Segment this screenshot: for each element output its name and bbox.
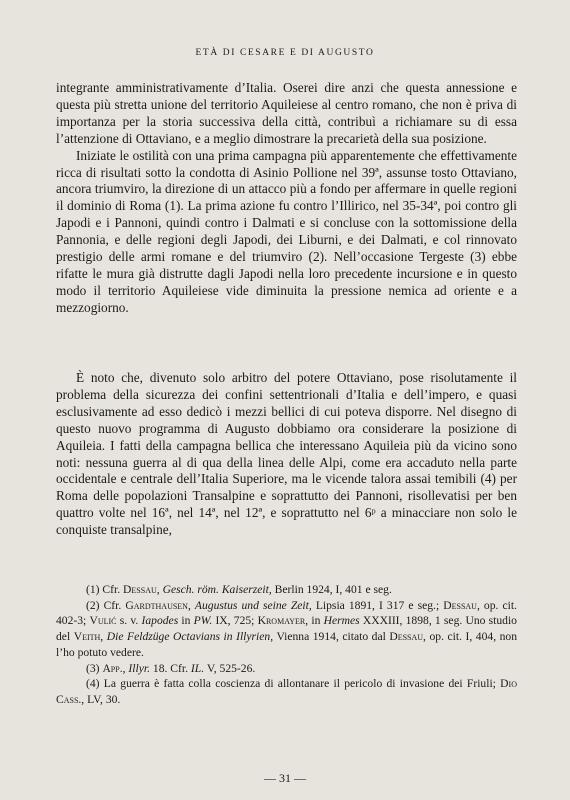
main-text-bottom [56, 370, 517, 539]
footnote-4: (4) La guerra è fatta colla coscienza di allontanare il pericolo di invasione dei Friuli; Dio Cass., LV, 30. [56, 677, 517, 706]
footnote-1: (1) Cfr. Dessau, Gesch. röm. Kaiserzeit, Berlin 1924, I, 401 e seg. [86, 583, 392, 596]
running-header: ETÀ DI CESARE E DI AUGUSTO [195, 48, 375, 58]
footnote-3: (3) App., Illyr. 18. Cfr. IL. V, 525-26. [86, 661, 256, 675]
footnote-2: (2) Cfr. Gardthausen, Augustus und seine Zeit, Lipsia 1891, I 317 e seg.; Dessau, op. cit. 402-3; Vulić s. v. Iapodes in PW. IX, 725; Kromayer, in Hermes XXXIII, 1898, 1 seg. Uno studio del Veith, Die Feldzüge Octavians in Illyrien, Vienna 1914, citato dal Dessau, op. cit. I, 404, non l’ho potuto vedere. [56, 598, 518, 659]
paragraph-continuation: integrante amministrativamente d’Italia. Oserei dire anzi che questa annessione e questa più stretta unione del territorio Aquileiese al centro romano, che non è priva di importanza per la storia successiva della città, contribuì a richiamare su di essa l’attenzione di Ottaviano, e a meglio dimostrare la precarietà della sua posizione. [56, 80, 517, 146]
footnotes [56, 582, 517, 708]
paragraph-campaign: Iniziate le ostilità con una prima campagna più apparentemente che effettivamente ricca di risultati sotto la condotta di Asinio Pollione nel 39ª, assunse tosto Ottaviano, ancora triumviro, la direzione di un attacco più a fondo per affermare in quelle regioni il dominio di Roma (1). La prima azione fu contro l’Illirico, nel 35-34ª, poi contro gli Japodi e i Pannoni, quindi contro i Dalmati e si concluse con la sottomissione della Pannonia, e delle regioni degli Japodi, dei Liburni, e dei Dalmati, e col rinnovato prestigio delle armi romane e del triumviro (2). Nell’occasione Tergeste (3) ebbe rifatte le mura già distrutte dagli Japodi nella loro precedente incursione e in questo modo il territorio Aquileiese vide diminuita la pressione nemica ad oriente e a mezzogiorno. [56, 147, 517, 315]
main-text-top [56, 80, 517, 317]
paragraph-augustus: È noto che, divenuto solo arbitro del potere Ottaviano, pose risolutamente il problema della sicurezza dei confini settentrionali d’Italia e dell’impero, e quasi esclusivamente ad esso dedicò i mezzi bellici di cui poteva disporre. Nel disegno di questo nuovo programma di Augusto dobbiamo ora considerare la posizione di Aquileia. I fatti della campagna bellica che interessano Aquileia più da vicino sono noti: nessuna guerra al di qua della linea delle Alpi, come era accaduto nella parte occidentale e centrale dell’Italia Superiore, ma le vicende talora assai temibili (4) per Roma delle popolazioni Transalpine e soprattutto dei Pannoni, risollevatisi per ben quattro volte nel 16ª, nel 14ª, nel 12ª, e soprattutto nel 6ᵖ a minacciare non solo le conquiste transalpine, [56, 370, 517, 538]
page-number: — 31 — [264, 771, 306, 785]
